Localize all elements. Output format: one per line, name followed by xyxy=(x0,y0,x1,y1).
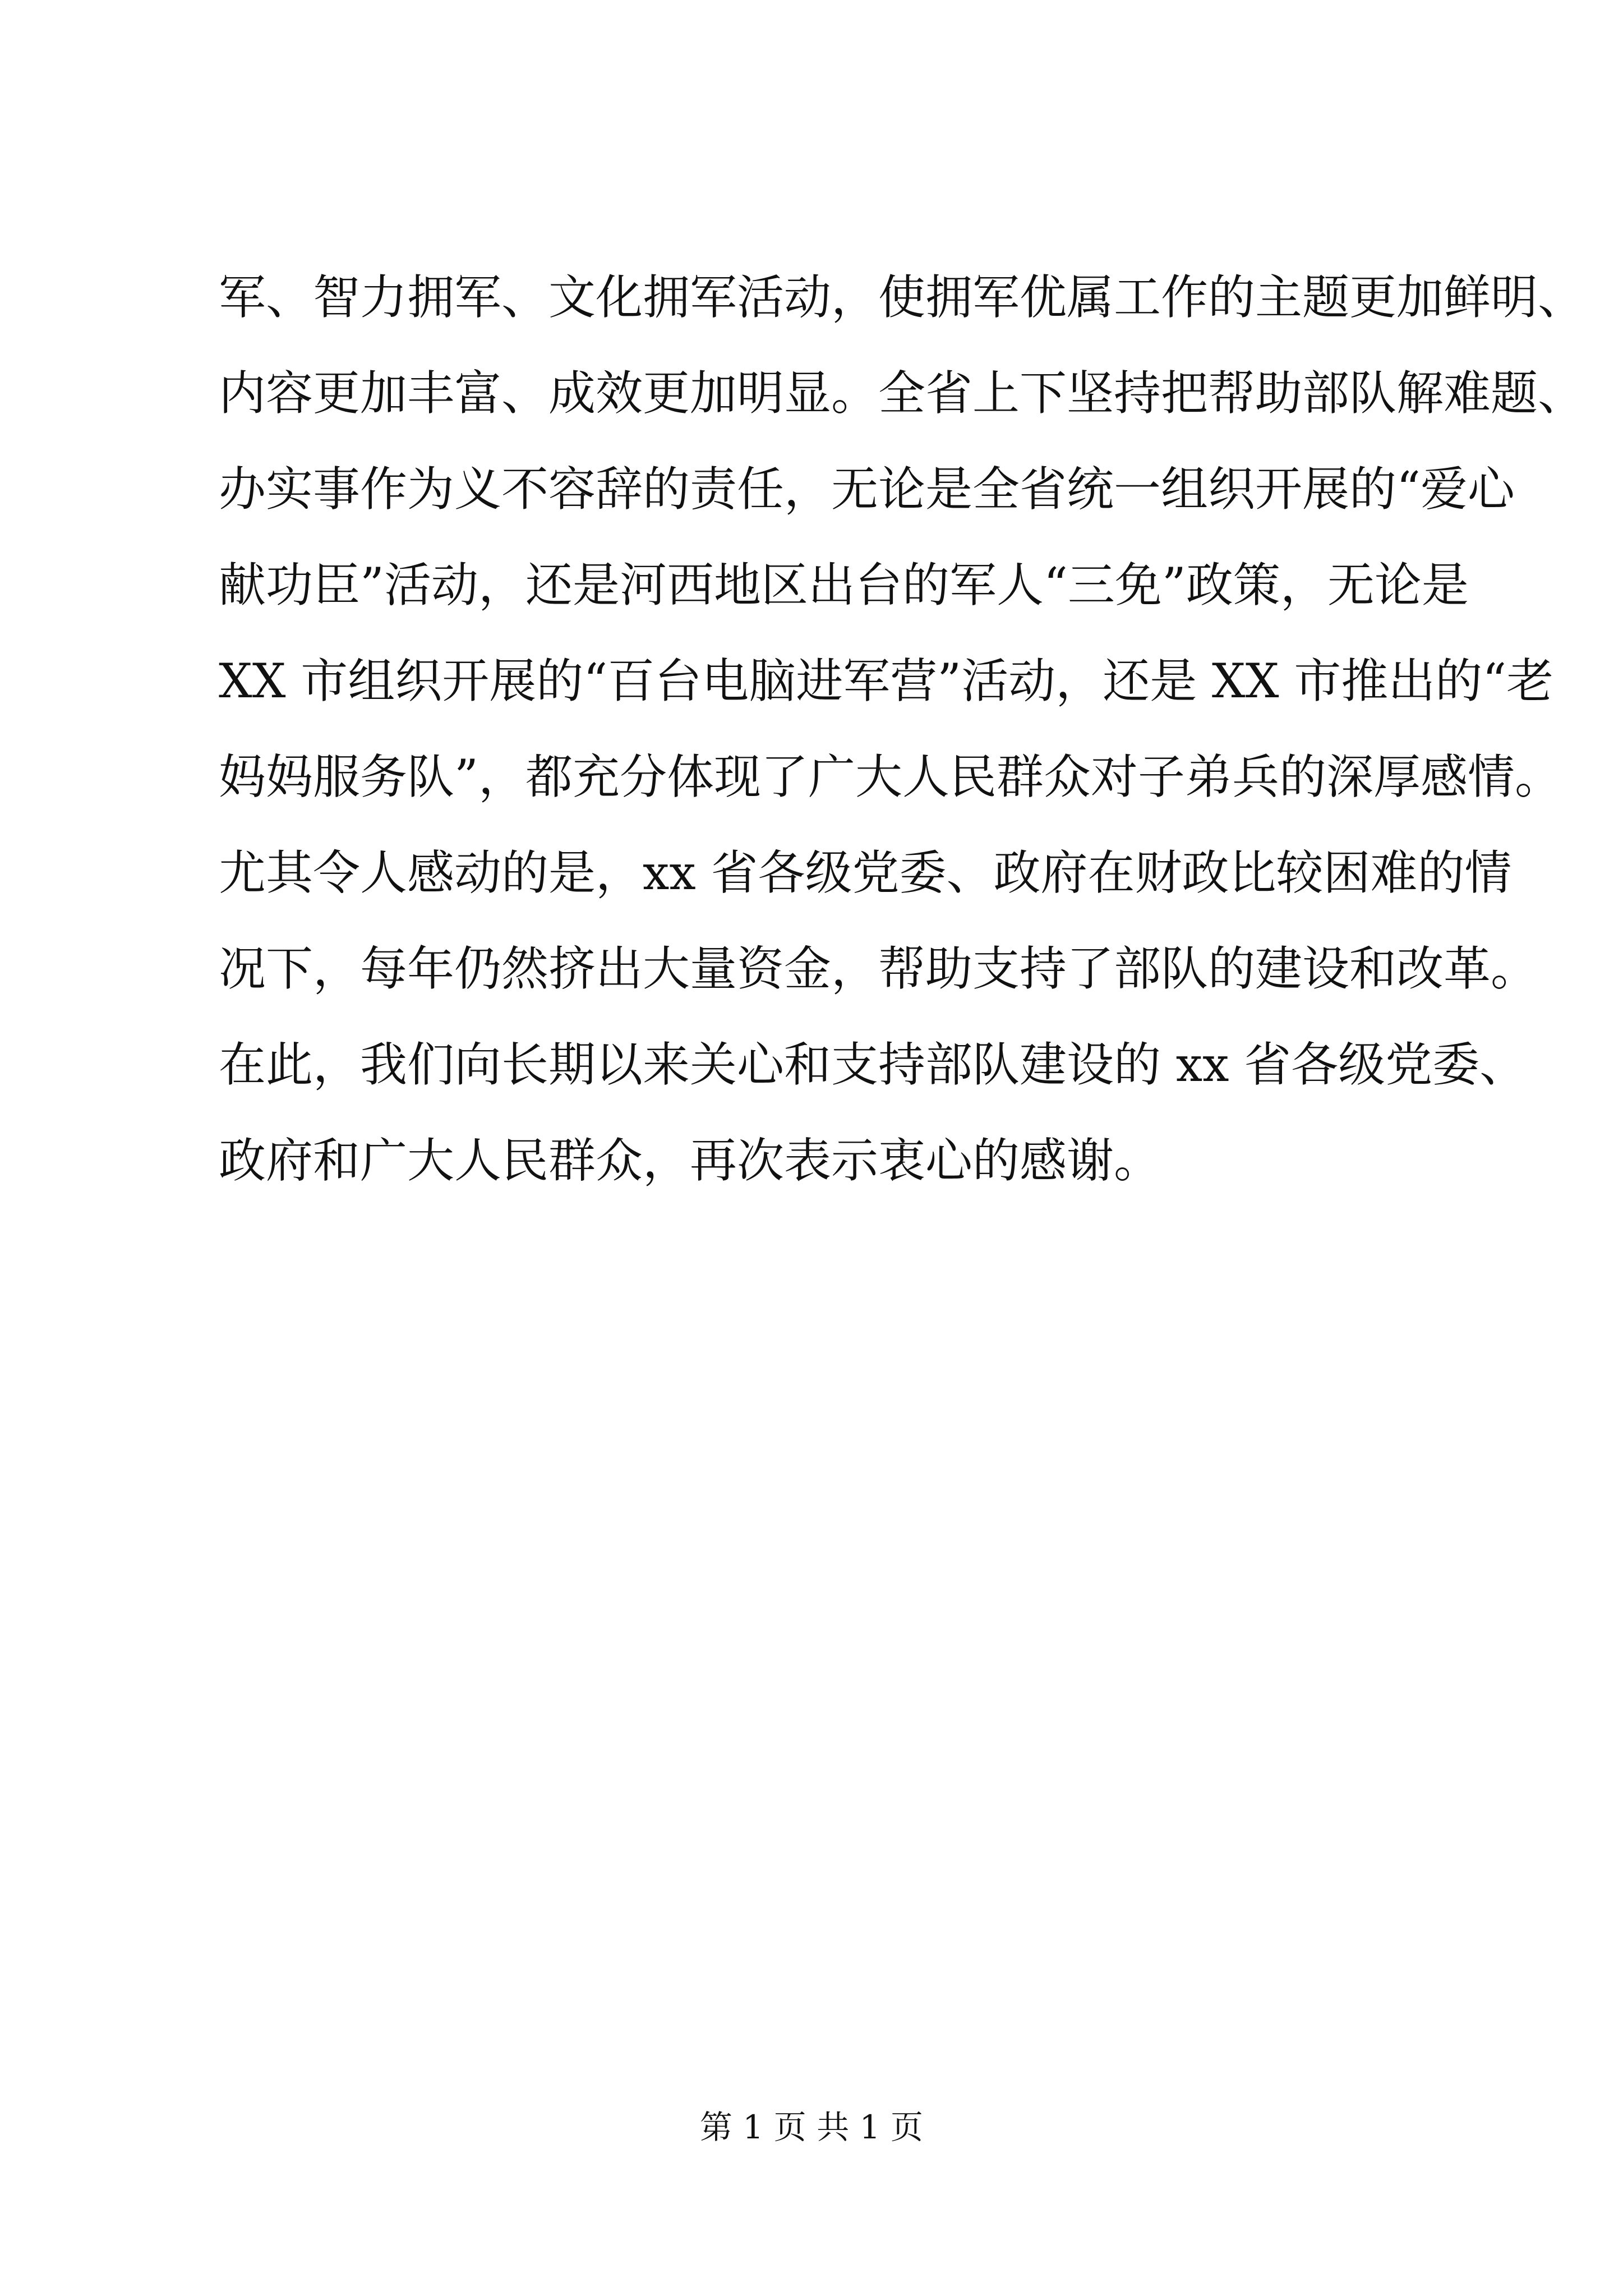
text-line: 在此，我们向长期以来关心和支持部队建设的 xx 省各级党委、 xyxy=(219,1037,1527,1092)
text-line: 献功臣”活动，还是河西地区出台的军人“三免”政策，无论是 xyxy=(219,558,1469,613)
page-footer: 第 1 页 共 1 页 xyxy=(700,2108,923,2146)
body-paragraph xyxy=(219,250,1585,1209)
text-line: 尤其令人感动的是，xx 省各级党委、政府在财政比较困难的情 xyxy=(219,845,1512,900)
text-line: 内容更加丰富、成效更加明显。全省上下坚持把帮助部队解难题、 xyxy=(219,366,1585,421)
text-line: 况下，每年仍然挤出大量资金，帮助支持了部队的建设和改革。 xyxy=(219,941,1538,996)
text-line: 办实事作为义不容辞的责任，无论是全省统一组织开展的“爱心 xyxy=(219,462,1515,517)
text-line: 妈妈服务队”，都充分体现了广大人民群众对子弟兵的深厚感情。 xyxy=(219,749,1562,804)
text-line: 军、智力拥军、文化拥军活动，使拥军优属工作的主题更加鲜明、 xyxy=(219,270,1585,325)
text-line: 政府和广大人民群众，再次表示衷心的感谢。 xyxy=(219,1133,1161,1188)
text-line: XX 市组织开展的“百台电脑进军营”活动，还是 XX 市推出的“老 xyxy=(219,654,1554,708)
